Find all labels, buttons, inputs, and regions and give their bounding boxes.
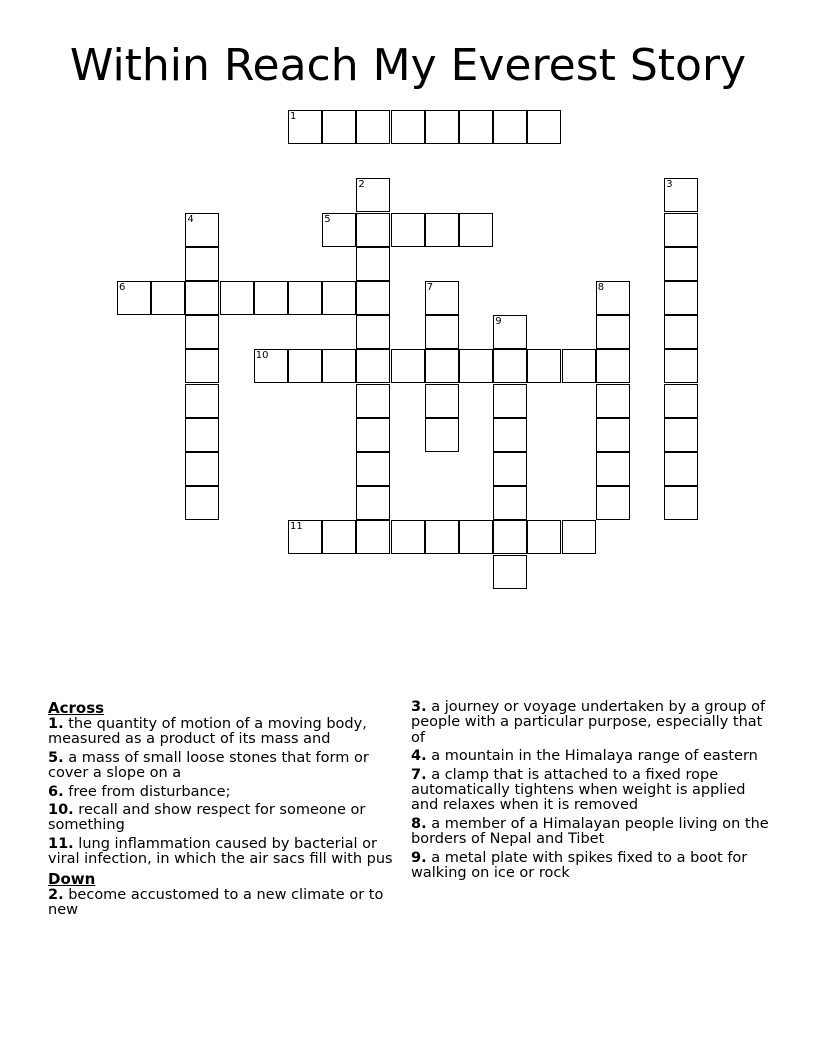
clue-text: a member of a Himalayan people living on the borders of Nepal and Tibet	[411, 815, 769, 848]
clue-text: lung inflammation caused by bacterial or viral infection, in which the air sacs fill with pus	[48, 835, 393, 868]
grid-cell[interactable]	[356, 110, 390, 144]
across-heading: Across	[48, 699, 105, 717]
grid-cell[interactable]	[391, 213, 425, 247]
clue-number: 6.	[48, 783, 64, 800]
clue-text: become accustomed to a new climate or to new	[48, 886, 384, 919]
grid-cell[interactable]	[459, 520, 493, 554]
grid-clue-number: 10	[255, 350, 269, 362]
grid-cell[interactable]	[425, 384, 459, 418]
grid-cell[interactable]	[425, 213, 459, 247]
clue-text: a clamp that is attached to a fixed rope automatically tightens when weight is applied and relaxes when it is removed	[411, 766, 746, 814]
down-heading: Down	[48, 869, 96, 888]
grid-cell[interactable]	[493, 555, 527, 589]
grid-cell[interactable]	[391, 349, 425, 383]
grid-cell[interactable]	[562, 349, 596, 383]
grid-cell[interactable]	[596, 384, 630, 418]
grid-cell[interactable]	[356, 418, 390, 452]
grid-cell[interactable]	[322, 281, 356, 315]
grid-cell[interactable]	[391, 520, 425, 554]
grid-cell[interactable]	[664, 247, 698, 281]
clues-right-column	[411, 700, 771, 884]
grid-cell[interactable]	[596, 418, 630, 452]
grid-cell[interactable]	[664, 486, 698, 520]
clue-number: 5.	[48, 749, 64, 766]
clue-text: free from disturbance;	[68, 783, 231, 800]
grid-clue-number: 4	[187, 213, 194, 225]
grid-cell[interactable]	[356, 486, 390, 520]
clue-down-8	[411, 817, 771, 848]
grid-cell[interactable]	[185, 452, 219, 486]
grid-cell[interactable]	[493, 452, 527, 486]
grid-cell[interactable]	[425, 349, 459, 383]
grid-cell[interactable]	[356, 349, 390, 383]
grid-cell[interactable]	[425, 315, 459, 349]
clue-across-11	[48, 837, 400, 868]
clue-number: 2.	[48, 886, 64, 903]
clue-text: the quantity of motion of a moving body, measured as a product of its mass and	[48, 716, 367, 748]
grid-cell[interactable]	[356, 384, 390, 418]
grid-cell[interactable]	[425, 281, 459, 315]
grid-cell[interactable]	[185, 281, 219, 315]
grid-cell[interactable]	[288, 281, 322, 315]
grid-cell[interactable]	[185, 247, 219, 281]
clues-left-column	[48, 700, 400, 921]
grid-cell[interactable]	[254, 281, 288, 315]
grid-cell[interactable]	[425, 418, 459, 452]
grid-clue-number: 2	[358, 179, 365, 191]
clue-number: 3.	[411, 699, 427, 715]
grid-cell[interactable]	[356, 281, 390, 315]
grid-cell[interactable]	[185, 349, 219, 383]
grid-cell[interactable]	[664, 418, 698, 452]
clue-across-5	[48, 751, 400, 782]
grid-cell[interactable]	[425, 520, 459, 554]
clue-down-2	[48, 888, 400, 919]
grid-clue-number: 8	[597, 282, 605, 293]
clue-across-6	[48, 785, 400, 800]
grid-cell[interactable]	[596, 349, 630, 383]
clue-down-9	[411, 851, 771, 882]
grid-cell[interactable]	[288, 520, 322, 554]
grid-cell[interactable]	[322, 213, 356, 247]
clue-down-3	[411, 700, 771, 746]
grid-cell[interactable]	[288, 349, 322, 383]
grid-cell[interactable]	[493, 315, 527, 349]
grid-cell[interactable]	[664, 315, 698, 349]
clue-number: 11.	[48, 835, 74, 852]
grid-clue-number: 6	[119, 282, 126, 293]
clue-number: 9.	[411, 849, 427, 866]
grid-cell[interactable]	[664, 178, 698, 212]
grid-cell[interactable]	[151, 281, 185, 315]
clue-text: a mass of small loose stones that form or cover a slope on a	[48, 749, 369, 782]
grid-cell[interactable]	[185, 315, 219, 349]
grid-cell[interactable]	[493, 418, 527, 452]
grid-cell[interactable]	[493, 349, 527, 383]
clue-text: a mountain in the Himalaya range of eastern	[431, 748, 758, 765]
grid-cell[interactable]	[596, 315, 630, 349]
grid-clue-number: 9	[495, 316, 502, 328]
clue-number: 1.	[48, 716, 64, 732]
grid-cell[interactable]	[322, 520, 356, 554]
grid-cell[interactable]	[493, 486, 527, 520]
clue-number: 10.	[48, 802, 74, 819]
grid-cell[interactable]	[185, 384, 219, 418]
grid-cell[interactable]	[185, 213, 219, 247]
grid-cell[interactable]	[527, 349, 561, 383]
grid-cell[interactable]	[664, 349, 698, 383]
grid-cell[interactable]	[596, 452, 630, 486]
grid-cell[interactable]	[527, 110, 561, 144]
grid-cell[interactable]	[527, 520, 561, 554]
grid-clue-number: 5	[324, 213, 331, 225]
grid-cell[interactable]	[459, 349, 493, 383]
grid-cell[interactable]	[493, 110, 527, 144]
grid-cell[interactable]	[254, 349, 288, 383]
grid-cell[interactable]	[425, 110, 459, 144]
grid-clue-number: 3	[666, 179, 673, 191]
grid-cell[interactable]	[664, 384, 698, 418]
clue-number: 7.	[411, 766, 427, 783]
grid-cell[interactable]	[664, 452, 698, 486]
grid-cell[interactable]	[596, 281, 630, 315]
grid-cell[interactable]	[117, 281, 151, 315]
grid-cell[interactable]	[322, 349, 356, 383]
grid-cell[interactable]	[356, 178, 390, 212]
grid-cell[interactable]	[459, 110, 493, 144]
grid-cell[interactable]	[391, 110, 425, 144]
grid-cell[interactable]	[322, 110, 356, 144]
grid-cell[interactable]	[356, 520, 390, 554]
grid-cell[interactable]	[664, 213, 698, 247]
clue-across-1	[48, 717, 400, 748]
grid-cell[interactable]	[562, 520, 596, 554]
grid-cell[interactable]	[356, 213, 390, 247]
grid-clue-number: 11	[290, 521, 303, 533]
clue-text: a metal plate with spikes fixed to a boot for walking on ice or rock	[411, 849, 748, 882]
grid-cell[interactable]	[356, 247, 390, 281]
grid-clue-number: 1	[290, 111, 297, 122]
grid-cell[interactable]	[288, 110, 322, 144]
clue-text: recall and show respect for someone or something	[48, 802, 366, 834]
clue-text: a journey or voyage undertaken by a group of people with a particular purpose, especially that of	[411, 699, 766, 746]
clue-down-7	[411, 768, 771, 814]
clue-number: 4.	[411, 748, 427, 765]
grid-cell[interactable]	[356, 315, 390, 349]
grid-cell[interactable]	[185, 418, 219, 452]
grid-cell[interactable]	[220, 281, 254, 315]
grid-cell[interactable]	[664, 281, 698, 315]
grid-cell[interactable]	[493, 384, 527, 418]
puzzle-title: Within Reach My Everest Story	[69, 40, 747, 91]
grid-cell[interactable]	[493, 520, 527, 554]
grid-cell[interactable]	[185, 486, 219, 520]
grid-cell[interactable]	[596, 486, 630, 520]
grid-cell[interactable]	[459, 213, 493, 247]
grid-cell[interactable]	[356, 452, 390, 486]
grid-clue-number: 7	[426, 282, 434, 293]
clue-down-4	[411, 749, 771, 764]
clue-across-10	[48, 803, 400, 834]
clue-number: 8.	[411, 815, 427, 832]
